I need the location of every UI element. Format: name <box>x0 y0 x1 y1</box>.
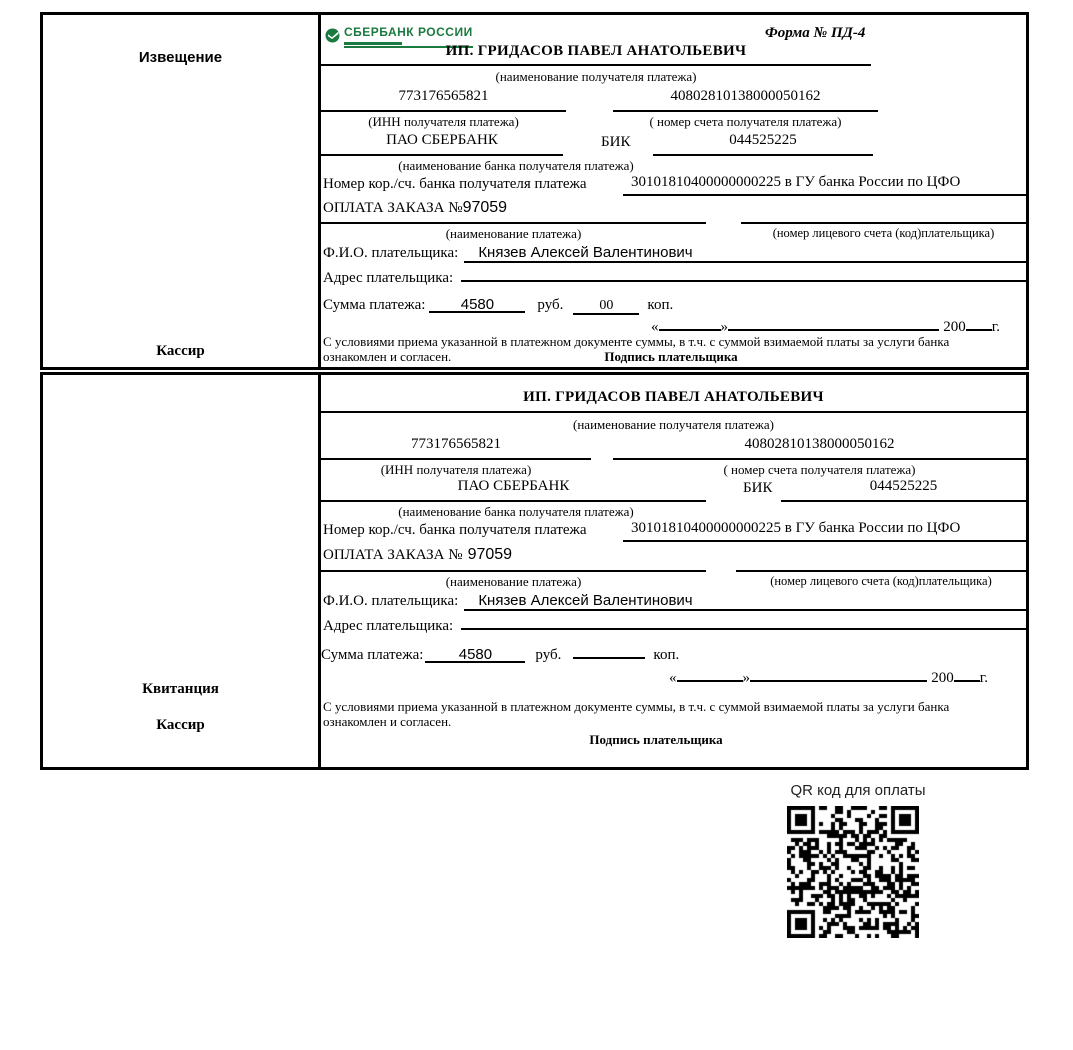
date-month-field <box>750 665 927 682</box>
date-day-field <box>659 314 721 331</box>
personal-account-hint: (номер лицевого счета (код)плательщика) <box>770 574 992 588</box>
date-row <box>669 665 988 687</box>
quote-close: » <box>742 670 750 686</box>
sum-label: Сумма платежа: <box>321 647 424 663</box>
terms-line1: С условиями приема указанной в платежном документе суммы, в т.ч. с суммой взимаемой платы за услуги банка <box>323 699 950 714</box>
year-suffix: г. <box>991 319 1000 335</box>
purpose-value: 97059 <box>462 199 508 216</box>
quote-open: « <box>651 319 659 335</box>
fio-label: Ф.И.О. плательщика: <box>323 593 459 609</box>
payee-account-hint: ( номер счета получателя платежа) <box>723 462 916 477</box>
qr-code <box>787 806 919 938</box>
year-suffix: г. <box>979 670 988 686</box>
terms-line2: ознакомлен и согласен. <box>323 714 452 729</box>
corr-account-value: 30101810400000000225 в ГУ банка России по ЦФО <box>623 174 1026 196</box>
form-number: Форма № ПД-4 <box>765 25 866 41</box>
receipt-section <box>40 372 1029 770</box>
quote-open: « <box>669 670 677 686</box>
address-row <box>323 618 1026 641</box>
kop-value: 00 <box>573 298 639 315</box>
sum-value: 4580 <box>429 296 525 313</box>
receipt-right-column <box>321 375 1026 767</box>
notice-corner-label: Извещение <box>138 49 223 66</box>
bank-name: ПАО СБЕРБАНК <box>321 132 563 156</box>
terms-line2: ознакомлен и согласен. <box>323 349 452 364</box>
bank-name-hint: (наименование банка получателя платежа) <box>398 504 634 519</box>
payee-inn: 773176565821 <box>321 88 566 112</box>
purpose-field <box>321 546 706 572</box>
payee-account: 40802810138000050162 <box>613 436 1026 460</box>
corr-account-value: 30101810400000000225 в ГУ банка России по ЦФО <box>623 520 1026 542</box>
personal-account-hint: (номер лицевого счета (код)плательщика) <box>772 226 995 240</box>
date-month-field <box>728 314 939 331</box>
sberbank-logo-text: СБЕРБАНК РОССИИ <box>344 25 473 39</box>
receipt-corner-label: Квитанция <box>142 681 219 697</box>
quote-close: » <box>720 319 728 335</box>
signature-label: Подпись плательщика <box>604 349 738 364</box>
sum-label: Сумма платежа: <box>323 297 426 313</box>
date-year-field <box>966 314 992 331</box>
personal-account-field <box>741 201 1026 224</box>
purpose-hint: (наименование платежа) <box>445 226 582 241</box>
address-row <box>323 270 1026 293</box>
receipt-left-column <box>43 375 321 767</box>
purpose-field <box>321 199 706 224</box>
date-year-field <box>954 665 980 682</box>
receipt-cashier-label: Кассир <box>156 717 205 733</box>
signature-label: Подпись плательщика <box>589 732 723 747</box>
fio-label: Ф.И.О. плательщика: <box>323 245 459 261</box>
bik-label: БИК <box>601 134 631 150</box>
sum-row <box>323 296 673 315</box>
payee-inn-hint: (ИНН получателя платежа) <box>368 114 519 129</box>
year-prefix: 200 <box>943 319 966 335</box>
payee-account-hint: ( номер счета получателя платежа) <box>649 114 842 129</box>
address-value-field <box>461 280 1026 282</box>
sum-value: 4580 <box>425 646 525 663</box>
address-label: Адрес плательщика: <box>323 618 454 634</box>
qr-code-label: QR код для оплаты <box>790 782 926 799</box>
fio-value: Князев Алексей Валентинович <box>464 592 1026 611</box>
payee-inn-hint: (ИНН получателя платежа) <box>380 462 532 477</box>
purpose-label: ОПЛАТА ЗАКАЗА № <box>323 200 463 216</box>
year-prefix: 200 <box>931 670 954 686</box>
rub-label: руб. <box>535 647 562 663</box>
notice-left-column <box>43 15 321 367</box>
payee-inn: 773176565821 <box>321 436 591 460</box>
bik-label: БИК <box>743 480 773 496</box>
address-value-field <box>461 628 1026 630</box>
payee-name: ИП. ГРИДАСОВ ПАВЕЛ АНАТОЛЬЕВИЧ <box>321 389 1026 413</box>
kop-label: коп. <box>653 647 680 663</box>
payee-name: ИП. ГРИДАСОВ ПАВЕЛ АНАТОЛЬЕВИЧ <box>321 43 871 66</box>
notice-section <box>40 12 1029 370</box>
date-row <box>651 314 1000 336</box>
fio-row <box>323 592 1026 616</box>
bank-name: ПАО СБЕРБАНК <box>321 478 706 502</box>
kop-value <box>573 642 645 659</box>
bik-value: 044525225 <box>653 132 873 156</box>
payee-account: 40802810138000050162 <box>613 88 878 112</box>
rub-label: руб. <box>537 297 564 313</box>
payee-name-hint: (наименование получателя платежа) <box>573 417 774 432</box>
corr-account-label: Номер кор./сч. банка получателя платежа <box>323 176 587 192</box>
bank-name-hint: (наименование банка получателя платежа) <box>398 158 634 173</box>
fio-row <box>323 244 1026 268</box>
bik-value: 044525225 <box>781 478 1026 502</box>
purpose-label: ОПЛАТА ЗАКАЗА № <box>323 547 463 563</box>
address-label: Адрес плательщика: <box>323 270 454 286</box>
fio-value: Князев Алексей Валентинович <box>464 244 1026 263</box>
sum-row <box>321 642 679 664</box>
terms-line1: С условиями приема указанной в платежном документе суммы, в т.ч. с суммой взимаемой платы за услуги банка <box>323 334 950 349</box>
payee-name-hint: (наименование получателя платежа) <box>495 69 697 84</box>
personal-account-field <box>736 548 1026 572</box>
notice-right-column <box>321 15 1026 367</box>
notice-cashier-label: Кассир <box>156 343 205 359</box>
purpose-hint: (наименование платежа) <box>445 574 582 589</box>
kop-label: коп. <box>647 297 674 313</box>
corr-account-label: Номер кор./сч. банка получателя платежа <box>323 522 587 538</box>
date-day-field <box>677 665 743 682</box>
sberbank-logo-icon <box>325 28 340 43</box>
purpose-value: 97059 <box>467 546 513 563</box>
